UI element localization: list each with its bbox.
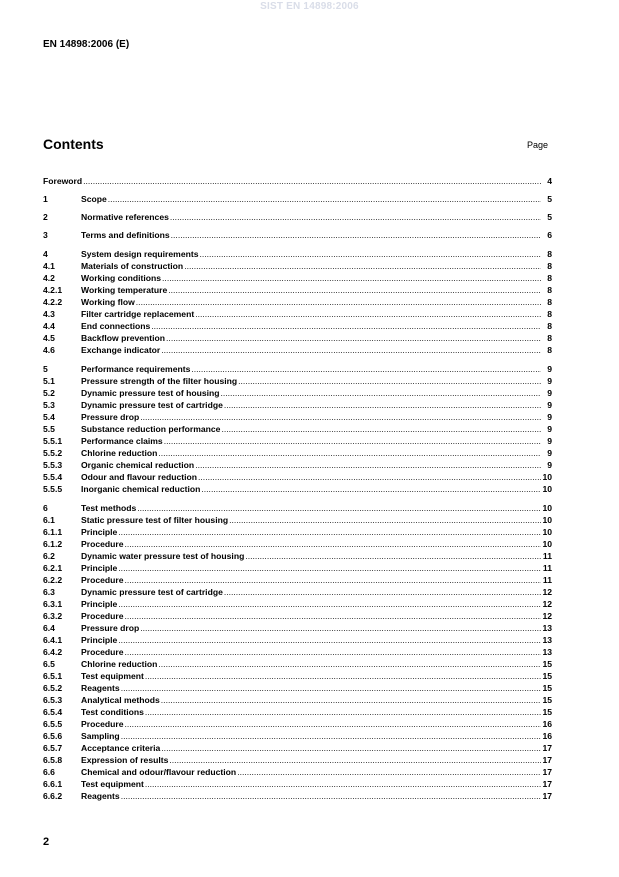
toc-leader-dots [164,435,541,447]
toc-entry-title: Organic chemical reduction [81,460,195,470]
toc-entry-page: 17 [542,791,552,801]
toc-entry-number: 5.5.5 [43,484,63,494]
page-number: 2 [43,836,50,848]
toc-entry-title: Test conditions [81,707,144,717]
toc-entry[interactable] [43,670,552,682]
toc-entry[interactable] [43,399,552,411]
toc-entry-number: 4.5 [43,333,55,343]
toc-leader-dots [201,483,541,495]
toc-entry-title: Chlorine reduction [81,448,158,458]
toc-entry-title: Performance requirements [81,364,191,374]
toc-entry-page: 9 [547,436,552,446]
toc-entry-title: Chemical and odour/flavour reduction [81,767,237,777]
toc-leader-dots [184,260,541,272]
toc-entry-title: Procedure [81,539,124,549]
toc-leader-dots [162,272,541,284]
toc-leader-dots [161,694,541,706]
toc-leader-dots [237,766,541,778]
toc-leader-dots [224,586,541,598]
toc-leader-dots [136,296,541,308]
toc-leader-dots [170,211,541,223]
toc-leader-dots [118,598,541,610]
toc-entry[interactable] [43,308,552,320]
toc-entry-number: 6.5.6 [43,731,63,741]
toc-entry-number: Foreword [43,176,83,186]
toc-entry-page: 17 [542,779,552,789]
toc-entry-title: Test equipment [81,671,144,681]
toc-entry-number: 6.2.2 [43,575,63,585]
toc-entry[interactable] [43,658,552,670]
toc-entry[interactable] [43,175,552,187]
toc-leader-dots [108,193,541,205]
toc-entry-page: 17 [542,743,552,753]
toc-entry-number: 2 [43,212,48,222]
toc-entry-page: 8 [547,273,552,283]
toc-entry-title: Principle [81,563,118,573]
toc-entry-number: 3 [43,230,48,240]
table-of-contents [43,175,552,802]
toc-entry-page: 8 [547,333,552,343]
toc-leader-dots [169,754,541,766]
toc-entry-page: 11 [542,575,552,585]
toc-entry-page: 8 [547,261,552,271]
toc-entry-page: 15 [542,683,552,693]
toc-entry-page: 4 [547,176,552,186]
toc-leader-dots [245,550,541,562]
toc-entry[interactable] [43,459,552,471]
toc-leader-dots [161,742,541,754]
toc-entry[interactable] [43,502,552,514]
toc-entry-title: Dynamic pressure test of housing [81,388,220,398]
toc-entry-page: 8 [547,249,552,259]
toc-entry-page: 9 [547,388,552,398]
toc-entry-page: 10 [542,515,552,525]
toc-entry-number: 6.1.1 [43,527,63,537]
toc-entry-title: Working conditions [81,273,162,283]
toc-entry-title: Analytical methods [81,695,160,705]
toc-leader-dots [137,502,541,514]
toc-leader-dots [118,526,541,538]
toc-leader-dots [121,790,541,802]
toc-entry-title: Scope [81,194,107,204]
toc-entry[interactable] [43,682,552,694]
contents-heading: Contents [43,136,104,152]
toc-entry-page: 15 [542,671,552,681]
toc-entry-title: Test methods [81,503,137,513]
toc-leader-dots [238,375,541,387]
toc-entry-number: 6.1 [43,515,55,525]
toc-leader-dots [224,399,541,411]
toc-entry[interactable] [43,706,552,718]
toc-entry-title: Reagents [81,683,120,693]
toc-entry-number: 5.5 [43,424,55,434]
toc-entry[interactable] [43,562,552,574]
toc-leader-dots [158,447,541,459]
toc-entry-number: 4.3 [43,309,55,319]
toc-entry-number: 6.3 [43,587,55,597]
toc-entry-number: 1 [43,194,48,204]
toc-entry[interactable] [43,622,552,634]
toc-leader-dots [121,730,541,742]
toc-leader-dots [125,718,541,730]
toc-entry-title: Procedure [81,611,124,621]
toc-leader-dots [125,538,541,550]
toc-entry-number: 4 [43,249,48,259]
toc-entry[interactable] [43,471,552,483]
toc-entry-page: 9 [547,460,552,470]
toc-entry-title: Procedure [81,647,124,657]
toc-entry-number: 6.5.1 [43,671,63,681]
toc-entry[interactable] [43,193,552,205]
toc-entry-number: 5 [43,364,48,374]
toc-entry-page: 8 [547,309,552,319]
toc-entry-title: Normative references [81,212,169,222]
toc-entry-title: Test equipment [81,779,144,789]
toc-entry-number: 6.5.7 [43,743,63,753]
toc-leader-dots [200,248,542,260]
toc-entry-title: Expression of results [81,755,169,765]
toc-entry-number: 5.3 [43,400,55,410]
toc-entry[interactable] [43,694,552,706]
toc-entry[interactable] [43,598,552,610]
toc-leader-dots [145,670,541,682]
toc-entry-page: 13 [542,647,552,657]
toc-entry[interactable] [43,320,552,332]
toc-leader-dots [145,706,541,718]
toc-entry[interactable] [43,423,552,435]
toc-entry-number: 6.3.1 [43,599,63,609]
toc-entry-title: Pressure strength of the filter housing [81,376,238,386]
toc-entry-title: Reagents [81,791,120,801]
toc-entry[interactable] [43,766,552,778]
toc-entry-page: 9 [547,412,552,422]
toc-entry-title: Chlorine reduction [81,659,158,669]
toc-entry[interactable] [43,526,552,538]
toc-leader-dots [121,682,541,694]
toc-entry-number: 4.2 [43,273,55,283]
toc-entry-page: 17 [542,767,552,777]
toc-leader-dots [171,229,541,241]
toc-entry[interactable] [43,754,552,766]
watermark-text: SIST EN 14898:2006 [260,1,359,12]
toc-entry-number: 6.5 [43,659,55,669]
toc-leader-dots [125,610,541,622]
toc-entry-number: 6.5.5 [43,719,63,729]
toc-entry-title: Pressure drop [81,412,140,422]
toc-entry[interactable] [43,260,552,272]
toc-entry-title: Filter cartridge replacement [81,309,195,319]
toc-entry[interactable] [43,344,552,356]
toc-entry[interactable] [43,229,552,241]
toc-entry-title: Working flow [81,297,135,307]
toc-entry[interactable] [43,284,552,296]
toc-leader-dots [140,411,541,423]
toc-entry-page: 5 [547,212,552,222]
toc-entry[interactable] [43,742,552,754]
toc-leader-dots [158,658,541,670]
toc-leader-dots [125,574,541,586]
toc-entry-number: 6.6 [43,767,55,777]
toc-leader-dots [198,471,541,483]
toc-entry[interactable] [43,483,552,495]
toc-entry-page: 17 [542,755,552,765]
toc-entry-page: 6 [547,230,552,240]
toc-entry-title: Working temperature [81,285,168,295]
toc-entry-page: 15 [542,659,552,669]
toc-entry[interactable] [43,363,552,375]
toc-leader-dots [195,459,541,471]
toc-entry-title: Static pressure test of filter housing [81,515,229,525]
toc-entry[interactable] [43,296,552,308]
toc-entry-page: 13 [542,635,552,645]
toc-leader-dots [221,423,541,435]
toc-entry-title: Dynamic pressure test of cartridge [81,587,223,597]
toc-leader-dots [168,284,541,296]
toc-entry-number: 4.6 [43,345,55,355]
toc-entry-title: Odour and flavour reduction [81,472,198,482]
toc-entry-title: Acceptance criteria [81,743,161,753]
toc-leader-dots [145,778,541,790]
toc-entry-title: Dynamic water pressure test of housing [81,551,245,561]
toc-leader-dots [161,344,541,356]
toc-entry[interactable] [43,730,552,742]
section-gap [43,356,552,363]
toc-entry[interactable] [43,586,552,598]
toc-entry-number: 6.5.3 [43,695,63,705]
toc-entry-page: 15 [542,707,552,717]
toc-entry[interactable] [43,538,552,550]
toc-entry-page: 9 [547,448,552,458]
toc-entry[interactable] [43,574,552,586]
toc-entry-title: Substance reduction performance [81,424,221,434]
toc-entry-title: Principle [81,527,118,537]
toc-leader-dots [229,514,541,526]
toc-entry-title: End connections [81,321,151,331]
section-gap [43,241,552,248]
toc-entry-title: Principle [81,635,118,645]
toc-entry-title: Procedure [81,575,124,585]
toc-leader-dots [118,634,541,646]
toc-entry-page: 16 [542,719,552,729]
toc-leader-dots [221,387,542,399]
toc-entry-page: 8 [547,297,552,307]
toc-entry-title: System design requirements [81,249,199,259]
toc-entry-number: 5.4 [43,412,55,422]
toc-entry-number: 6.4 [43,623,55,633]
toc-leader-dots [166,332,541,344]
toc-entry-page: 10 [542,484,552,494]
toc-entry-page: 16 [542,731,552,741]
toc-entry-page: 12 [542,587,552,597]
toc-entry[interactable] [43,375,552,387]
toc-entry-number: 6.5.4 [43,707,63,717]
toc-leader-dots [83,175,541,187]
toc-entry-number: 6.4.1 [43,635,63,645]
toc-entry-title: Sampling [81,731,120,741]
toc-entry-title: Procedure [81,719,124,729]
toc-entry-number: 5.2 [43,388,55,398]
toc-entry[interactable] [43,387,552,399]
toc-entry-page: 10 [542,503,552,513]
toc-entry[interactable] [43,646,552,658]
toc-entry-title: Terms and definitions [81,230,170,240]
toc-leader-dots [140,622,541,634]
toc-leader-dots [191,363,541,375]
toc-entry-title: Exchange indicator [81,345,161,355]
toc-entry[interactable] [43,718,552,730]
section-gap [43,495,552,502]
toc-entry-title: Dynamic pressure test of cartridge [81,400,223,410]
toc-entry-page: 9 [547,400,552,410]
toc-entry-page: 12 [542,599,552,609]
toc-entry-number: 4.4 [43,321,55,331]
toc-entry-number: 4.2.2 [43,297,63,307]
toc-entry-number: 6.3.2 [43,611,63,621]
toc-entry-number: 5.5.1 [43,436,63,446]
toc-entry-number: 6.2.1 [43,563,63,573]
toc-entry-page: 10 [542,539,552,549]
toc-leader-dots [195,308,541,320]
toc-entry-page: 8 [547,345,552,355]
toc-entry-page: 11 [542,551,552,561]
toc-entry[interactable] [43,514,552,526]
toc-entry-number: 5.5.4 [43,472,63,482]
toc-entry-title: Materials of construction [81,261,184,271]
toc-entry-title: Backflow prevention [81,333,166,343]
toc-entry[interactable] [43,634,552,646]
toc-entry-page: 11 [542,563,552,573]
toc-entry-page: 5 [547,194,552,204]
toc-entry[interactable] [43,610,552,622]
toc-entry-page: 12 [542,611,552,621]
toc-entry-number: 5.5.2 [43,448,63,458]
toc-entry-title: Inorganic chemical reduction [81,484,201,494]
toc-entry-title: Performance claims [81,436,163,446]
toc-entry[interactable] [43,790,552,802]
toc-entry-number: 6.5.2 [43,683,63,693]
toc-entry-page: 9 [547,424,552,434]
toc-entry[interactable] [43,332,552,344]
toc-entry-page: 8 [547,285,552,295]
toc-entry[interactable] [43,411,552,423]
document-id: EN 14898:2006 (E) [43,39,130,50]
toc-leader-dots [151,320,541,332]
toc-entry[interactable] [43,248,552,260]
toc-entry[interactable] [43,447,552,459]
toc-entry-page: 10 [542,472,552,482]
toc-leader-dots [125,646,541,658]
toc-entry-page: 15 [542,695,552,705]
toc-entry-number: 5.5.3 [43,460,63,470]
toc-entry-title: Pressure drop [81,623,140,633]
toc-entry[interactable] [43,272,552,284]
page-column-header: Page [527,140,549,150]
toc-entry[interactable] [43,550,552,562]
toc-entry-page: 9 [547,364,552,374]
toc-entry-number: 4.2.1 [43,285,63,295]
toc-entry[interactable] [43,211,552,223]
toc-entry-number: 6.4.2 [43,647,63,657]
toc-entry-page: 9 [547,376,552,386]
toc-entry-number: 6.2 [43,551,55,561]
toc-entry[interactable] [43,778,552,790]
toc-entry-number: 6.5.8 [43,755,63,765]
toc-entry-page: 8 [547,321,552,331]
toc-entry-number: 6.6.2 [43,791,63,801]
toc-entry-page: 10 [542,527,552,537]
toc-entry-number: 6.6.1 [43,779,63,789]
toc-entry-title: Principle [81,599,118,609]
toc-entry-page: 13 [542,623,552,633]
toc-entry-number: 6 [43,503,48,513]
toc-entry-number: 4.1 [43,261,55,271]
toc-entry[interactable] [43,435,552,447]
toc-entry-number: 5.1 [43,376,55,386]
toc-leader-dots [118,562,541,574]
toc-entry-number: 6.1.2 [43,539,63,549]
